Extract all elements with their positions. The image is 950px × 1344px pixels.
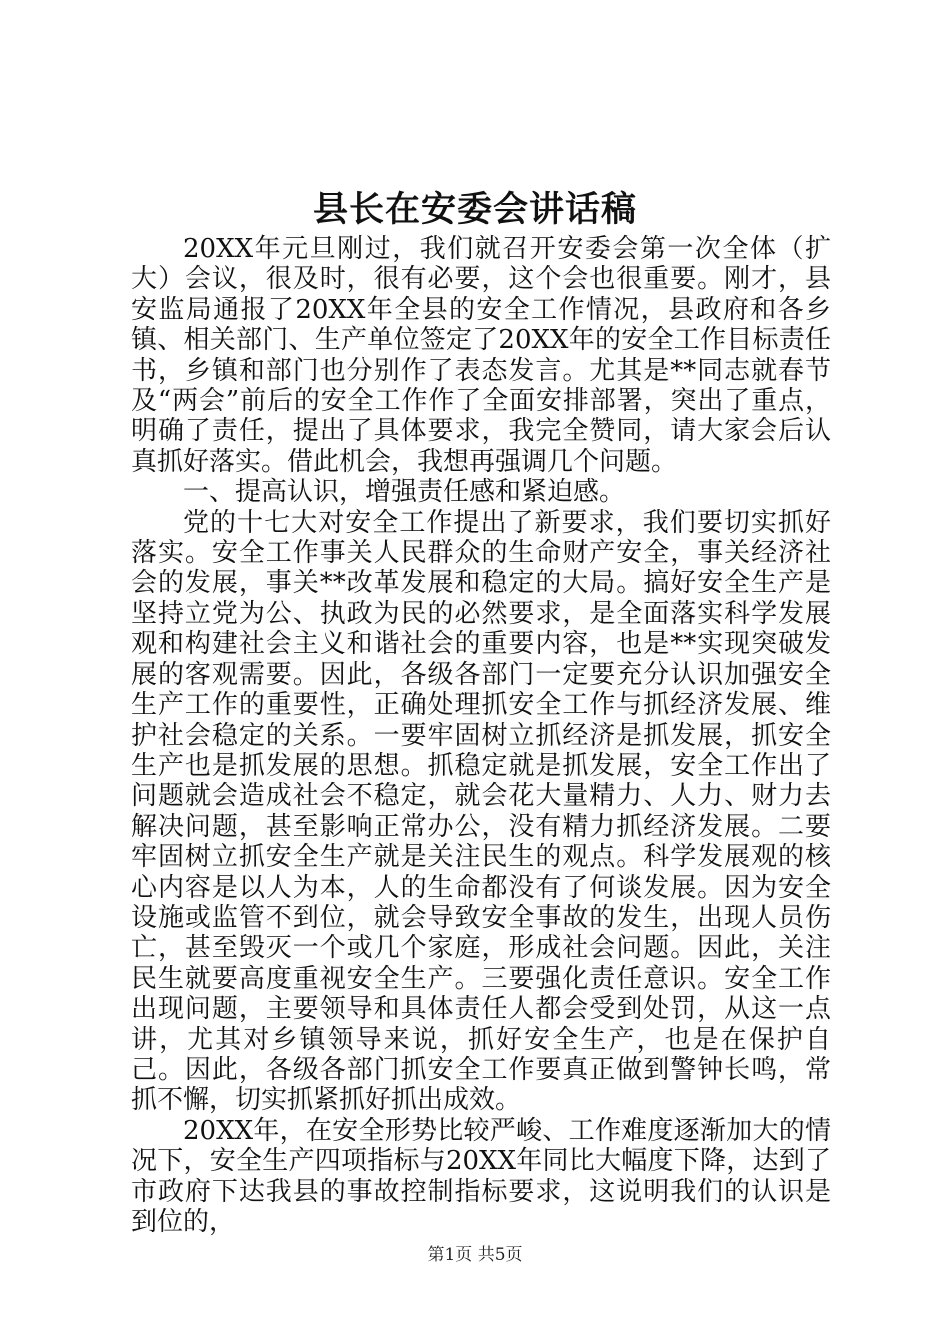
- paragraph-continuation: 20XX年，在安全形势比较严峻、工作难度逐渐加大的情况下，安全生产四项指标与20XX年同比大幅度下降，达到了市政府下达我县的事故控制指标要求，这说明我们的认识是到位的，: [131, 1115, 831, 1237]
- paragraph-section-1: 党的十七大对安全工作提出了新要求，我们要切实抓好落实。安全工作事关人民群众的生命财产安全，事关经济社会的发展，事关**改革发展和稳定的大局。搞好安全生产是坚持立党为公、执政为民的必然要求，是全面落实科学发展观和构建社会主义和谐社会的重要内容，也是**实现突破发展的客观需要。因此，各级各部门一定要充分认识加强安全生产工作的重要性，正确处理抓安全工作与抓经济发展、维护社会稳定的关系。一要牢固树立抓经济是抓发展，抓安全生产也是抓发展的思想。抓稳定就是抓发展，安全工作出了问题就会造成社会不稳定，就会花大量精力、人力、财力去解决问题，甚至影响正常办公，没有精力抓经济发展。二要牢固树立抓安全生产就是关注民生的观点。科学发展观的核心内容是以人为本，人的生命都没有了何谈发展。因为安全设施或监管不到位，就会导致安全事故的发生，出现人员伤亡，甚至毁灭一个或几个家庭，形成社会问题。因此，关注民生就要高度重视安全生产。三要强化责任意识。安全工作出现问题，主要领导和具体责任人都会受到处罚，从这一点讲，尤其对乡镇领导来说，抓好安全生产，也是在保护自己。因此，各级各部门抓安全工作要真正做到警钟长鸣，常抓不懈，切实抓紧抓好抓出成效。: [131, 507, 831, 1116]
- document-body: [131, 234, 831, 1237]
- section-heading-1: 一、提高认识，增强责任感和紧迫感。: [183, 477, 626, 508]
- document-title: 县长在安委会讲话稿: [312, 189, 637, 230]
- paragraph-intro: 20XX年元旦刚过，我们就召开安委会第一次全体（扩大）会议，很及时，很有必要，这个会也很重要。刚才，县安监局通报了20XX年全县的安全工作情况，县政府和各乡镇、相关部门、生产单位签定了20XX年的安全工作目标责任书，乡镇和部门也分别作了表态发言。尤其是**同志就春节及“两会”前后的安全工作作了全面安排部署，突出了重点，明确了责任，提出了具体要求，我完全赞同，请大家会后认真抓好落实。借此机会，我想再强调几个问题。: [131, 234, 831, 477]
- page-number-footer: 第1页 共5页: [427, 1245, 523, 1265]
